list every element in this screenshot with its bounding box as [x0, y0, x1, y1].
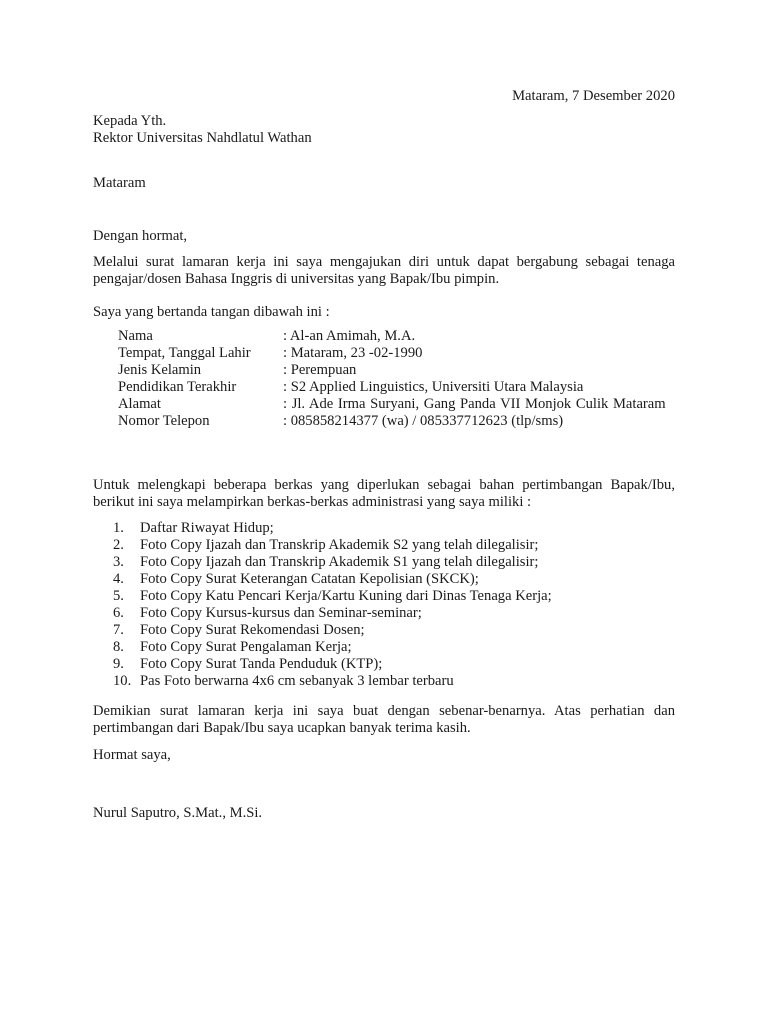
identity-row	[118, 328, 675, 345]
list-text: Foto Copy Surat Pengalaman Kerja;	[140, 639, 352, 655]
attachment-list	[113, 520, 552, 690]
identity-value: : S2 Applied Linguistics, Universiti Utara Malaysia	[283, 379, 584, 395]
list-number: 1.	[113, 520, 124, 536]
list-item	[113, 537, 552, 554]
list-item	[113, 673, 552, 690]
closing-greeting: Hormat saya,	[93, 747, 171, 763]
list-number: 5.	[113, 588, 124, 604]
identity-value: : 085858214377 (wa) / 085337712623 (tlp/sms)	[283, 413, 564, 429]
recipient-line-2: Rektor Universitas Nahdlatul Wathan	[93, 130, 312, 146]
attachments-intro: Untuk melengkapi beberapa berkas yang diperlukan sebagai bahan pertimbangan Bapak/Ibu, berikut ini saya melampirkan berkas-berkas administrasi yang saya miliki :	[93, 477, 675, 510]
recipient-city: Mataram	[93, 175, 146, 191]
list-number: 4.	[113, 571, 124, 587]
list-item	[113, 554, 552, 571]
list-item	[113, 605, 552, 622]
signatory-name: Nurul Saputro, S.Mat., M.Si.	[93, 805, 263, 821]
identity-label: Jenis Kelamin	[118, 362, 202, 378]
list-number: 7.	[113, 622, 124, 638]
identity-label: Nomor Telepon	[118, 413, 210, 429]
list-text: Foto Copy Katu Pencari Kerja/Kartu Kuning dari Dinas Tenaga Kerja;	[140, 588, 552, 604]
identity-row	[118, 379, 675, 396]
list-text: Foto Copy Surat Rekomendasi Dosen;	[140, 622, 365, 638]
list-text: Foto Copy Ijazah dan Transkrip Akademik S2 yang telah dilegalisir;	[140, 537, 539, 553]
list-item	[113, 520, 552, 537]
list-item	[113, 588, 552, 605]
identity-row	[118, 345, 675, 362]
list-text: Foto Copy Ijazah dan Transkrip Akademik S1 yang telah dilegalisir;	[140, 554, 539, 570]
identity-value: : Perempuan	[283, 362, 357, 378]
identity-label: Pendidikan Terakhir	[118, 379, 237, 395]
list-number: 6.	[113, 605, 124, 621]
identity-value: : Jl. Ade Irma Suryani, Gang Panda VII Monjok Culik Mataram	[283, 396, 666, 412]
list-number: 8.	[113, 639, 124, 655]
recipient-line-1: Kepada Yth.	[93, 113, 167, 129]
identity-row	[118, 362, 675, 379]
identity-label: Tempat, Tanggal Lahir	[118, 345, 251, 361]
identity-value: : Al-an Amimah, M.A.	[283, 328, 416, 344]
list-text: Foto Copy Surat Tanda Penduduk (KTP);	[140, 656, 383, 672]
identity-table	[118, 328, 675, 430]
list-text: Foto Copy Kursus-kursus dan Seminar-seminar;	[140, 605, 422, 621]
identity-label: Alamat	[118, 396, 161, 412]
list-number: 9.	[113, 656, 124, 672]
identity-label: Nama	[118, 328, 153, 344]
list-item	[113, 639, 552, 656]
list-item	[113, 571, 552, 588]
identity-row	[118, 413, 675, 430]
list-text: Daftar Riwayat Hidup;	[140, 520, 274, 536]
undersigned-statement: Saya yang bertanda tangan dibawah ini :	[93, 304, 330, 320]
list-item	[113, 656, 552, 673]
place-date: Mataram, 7 Desember 2020	[512, 88, 675, 104]
identity-value: : Mataram, 23 -02-1990	[283, 345, 423, 361]
intro-paragraph: Melalui surat lamaran kerja ini saya mengajukan diri untuk dapat bergabung sebagai tenaga pengajar/dosen Bahasa Inggris di universitas yang Bapak/Ibu pimpin.	[93, 254, 675, 287]
list-text: Pas Foto berwarna 4x6 cm sebanyak 3 lembar terbaru	[140, 673, 454, 689]
list-number: 10.	[113, 673, 132, 689]
list-text: Foto Copy Surat Keterangan Catatan Kepolisian (SKCK);	[140, 571, 479, 587]
salutation: Dengan hormat,	[93, 228, 188, 244]
closing-paragraph: Demikian surat lamaran kerja ini saya buat dengan sebenar-benarnya. Atas perhatian dan pertimbangan dari Bapak/Ibu saya ucapkan banyak terima kasih.	[93, 703, 675, 736]
list-number: 3.	[113, 554, 124, 570]
identity-row	[118, 396, 675, 413]
list-item	[113, 622, 552, 639]
list-number: 2.	[113, 537, 124, 553]
